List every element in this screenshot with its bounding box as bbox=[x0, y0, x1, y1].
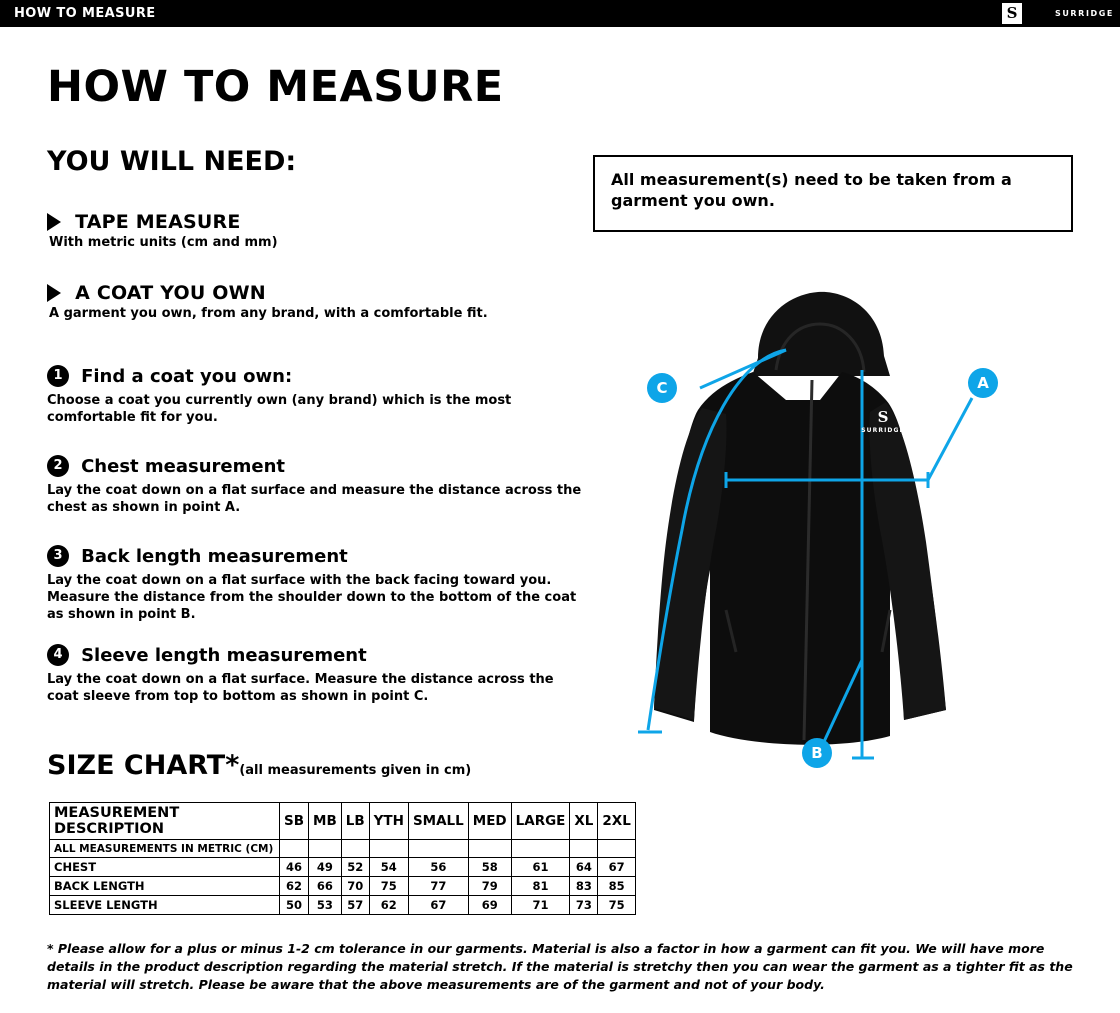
cell: 56 bbox=[408, 858, 468, 877]
cell: 75 bbox=[369, 877, 408, 896]
step-4 bbox=[47, 644, 587, 705]
cell: 53 bbox=[309, 896, 342, 915]
jacket-illustration bbox=[590, 280, 1080, 780]
step-title: Find a coat you own: bbox=[81, 365, 293, 387]
cell: 61 bbox=[511, 858, 570, 877]
step-title: Sleeve length measurement bbox=[81, 644, 367, 666]
step-2 bbox=[47, 455, 587, 516]
cell: 81 bbox=[511, 877, 570, 896]
step-number-badge: 4 bbox=[47, 644, 69, 666]
table-header-row bbox=[50, 803, 636, 840]
top-bar bbox=[0, 0, 1120, 27]
footnote: * Please allow for a plus or minus 1-2 cm tolerance in our garments. Material is also a factor in how a garment can fit you. We will have more details in the product description regarding the material stretch. If the material is stretchy then you can wear the garment as a tighter fit as the material will stretch. Please be aware that the above measurements are of the garment and not of your body. bbox=[47, 941, 1073, 993]
garment-logo-mark: S bbox=[877, 408, 889, 426]
badge-c: C bbox=[647, 373, 677, 403]
size-chart-title: SIZE CHART* bbox=[47, 750, 240, 781]
callout-text: All measurement(s) need to be taken from a garment you own. bbox=[611, 170, 1012, 211]
need-item-coat bbox=[47, 282, 488, 321]
cell: 83 bbox=[570, 877, 598, 896]
metric-note-cell bbox=[341, 840, 369, 858]
cell: 62 bbox=[280, 877, 309, 896]
step-title: Chest measurement bbox=[81, 455, 286, 477]
garment-logo-word: SURRIDGE bbox=[861, 427, 905, 434]
column-header-sb: SB bbox=[280, 803, 309, 840]
size-chart-heading bbox=[47, 750, 471, 781]
step-body: Lay the coat down on a flat surface with the back facing toward you. Measure the distance from the shoulder down to the bottom of the coat as shown in point B. bbox=[47, 573, 577, 623]
table-row bbox=[50, 896, 636, 915]
column-header-yth: YTH bbox=[369, 803, 408, 840]
step-number-badge: 1 bbox=[47, 365, 69, 387]
garment-diagram bbox=[590, 280, 1080, 780]
cell: 57 bbox=[341, 896, 369, 915]
cell: 70 bbox=[341, 877, 369, 896]
table-row bbox=[50, 858, 636, 877]
cell: 79 bbox=[468, 877, 511, 896]
cell: 62 bbox=[369, 896, 408, 915]
need-item-title: A COAT YOU OWN bbox=[75, 282, 266, 304]
brand-logo-mark: S bbox=[1002, 3, 1022, 24]
column-header-description: MEASUREMENT DESCRIPTION bbox=[50, 803, 280, 840]
brand-logo bbox=[1004, 0, 1120, 27]
cell: 64 bbox=[570, 858, 598, 877]
metric-note-cell bbox=[511, 840, 570, 858]
size-chart-note: (all measurements given in cm) bbox=[239, 763, 472, 778]
cell: 54 bbox=[369, 858, 408, 877]
cell: 66 bbox=[309, 877, 342, 896]
cell: 67 bbox=[408, 896, 468, 915]
cell: 52 bbox=[341, 858, 369, 877]
metric-note-cell bbox=[408, 840, 468, 858]
column-header-small: SMALL bbox=[408, 803, 468, 840]
step-body: Lay the coat down on a flat surface. Measure the distance across the coat sleeve from top to bottom as shown in point C. bbox=[47, 672, 554, 705]
cell: 75 bbox=[598, 896, 635, 915]
size-chart-table bbox=[49, 802, 636, 915]
table-row-metric-note bbox=[50, 840, 636, 858]
column-header-med: MED bbox=[468, 803, 511, 840]
cell: 49 bbox=[309, 858, 342, 877]
column-header-mb: MB bbox=[309, 803, 342, 840]
metric-note-cell bbox=[309, 840, 342, 858]
row-label-sleeve-length: SLEEVE LENGTH bbox=[50, 896, 280, 915]
top-bar-title: HOW TO MEASURE bbox=[14, 6, 156, 21]
cell: 71 bbox=[511, 896, 570, 915]
metric-note-cell bbox=[598, 840, 635, 858]
step-1 bbox=[47, 365, 587, 426]
column-header-2xl: 2XL bbox=[598, 803, 635, 840]
cell: 73 bbox=[570, 896, 598, 915]
metric-note-cell bbox=[369, 840, 408, 858]
callout-box bbox=[593, 155, 1073, 232]
need-item-title: TAPE MEASURE bbox=[75, 211, 241, 233]
metric-note-cell bbox=[570, 840, 598, 858]
table-row bbox=[50, 877, 636, 896]
need-item-tape-measure bbox=[47, 211, 278, 250]
need-item-subtitle: A garment you own, from any brand, with a comfortable fit. bbox=[49, 306, 488, 321]
triangle-bullet-icon bbox=[47, 284, 61, 302]
cell: 85 bbox=[598, 877, 635, 896]
triangle-bullet-icon bbox=[47, 213, 61, 231]
cell: 46 bbox=[280, 858, 309, 877]
cell: 77 bbox=[408, 877, 468, 896]
you-will-need-heading: YOU WILL NEED: bbox=[47, 146, 297, 177]
cell: 69 bbox=[468, 896, 511, 915]
column-header-lb: LB bbox=[341, 803, 369, 840]
row-label-chest: CHEST bbox=[50, 858, 280, 877]
step-body: Choose a coat you currently own (any brand) which is the most comfortable fit for you. bbox=[47, 393, 512, 426]
garment-brand-logo bbox=[855, 410, 911, 440]
cell: 67 bbox=[598, 858, 635, 877]
column-header-xl: XL bbox=[570, 803, 598, 840]
brand-logo-word: SURRIDGE bbox=[1054, 9, 1114, 18]
column-header-large: LARGE bbox=[511, 803, 570, 840]
step-number-badge: 3 bbox=[47, 545, 69, 567]
metric-note-cell bbox=[280, 840, 309, 858]
row-label-back-length: BACK LENGTH bbox=[50, 877, 280, 896]
badge-a: A bbox=[968, 368, 998, 398]
metric-note-label: ALL MEASUREMENTS IN METRIC (CM) bbox=[50, 840, 280, 858]
step-3 bbox=[47, 545, 587, 623]
need-item-subtitle: With metric units (cm and mm) bbox=[49, 235, 278, 250]
page-title: HOW TO MEASURE bbox=[47, 62, 504, 112]
metric-note-cell bbox=[468, 840, 511, 858]
badge-b: B bbox=[802, 738, 832, 768]
step-number-badge: 2 bbox=[47, 455, 69, 477]
step-body: Lay the coat down on a flat surface and measure the distance across the chest as shown in point A. bbox=[47, 483, 582, 516]
cell: 50 bbox=[280, 896, 309, 915]
cell: 58 bbox=[468, 858, 511, 877]
step-title: Back length measurement bbox=[81, 545, 348, 567]
